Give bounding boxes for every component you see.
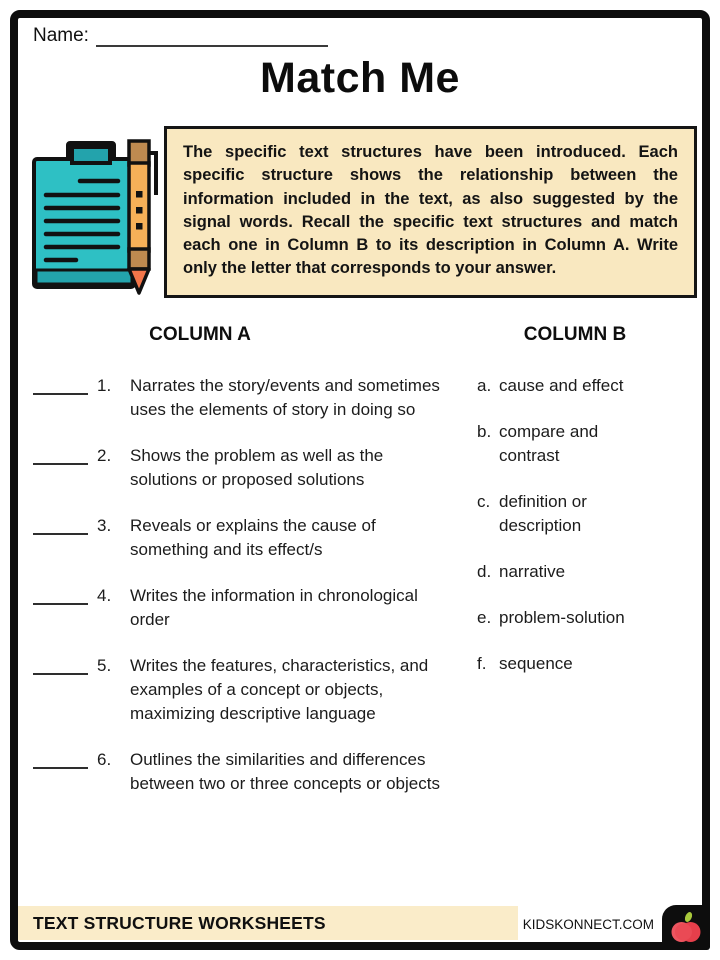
name-label: Name: bbox=[33, 25, 89, 46]
page-title: Match Me bbox=[260, 54, 460, 102]
column-a-list bbox=[33, 374, 463, 818]
option-c bbox=[477, 490, 692, 538]
option-f bbox=[477, 652, 692, 676]
item-text: Reveals or explains the cause of something and its effect/s bbox=[130, 516, 376, 559]
answer-blank-1[interactable] bbox=[33, 374, 88, 395]
option-b bbox=[477, 420, 692, 468]
option-text: narrative bbox=[499, 562, 566, 581]
name-row bbox=[33, 24, 328, 47]
option-letter: d. bbox=[477, 562, 492, 581]
option-text: compare and contrast bbox=[499, 422, 599, 465]
option-text: definition or description bbox=[499, 492, 587, 535]
option-a bbox=[477, 374, 692, 398]
item-text: Outlines the similarities and differences between two or three concepts or objects bbox=[130, 750, 440, 793]
series-title: TEXT STRUCTURE WORKSHEETS bbox=[33, 912, 326, 933]
match-item-1 bbox=[33, 374, 463, 422]
column-b-header: COLUMN B bbox=[523, 324, 627, 345]
clipboard-pencil-icon bbox=[28, 133, 168, 297]
option-letter: e. bbox=[477, 608, 492, 627]
column-b-list bbox=[477, 374, 692, 698]
match-item-3 bbox=[33, 514, 463, 562]
option-letter: f. bbox=[477, 654, 487, 673]
name-blank-line[interactable] bbox=[96, 24, 328, 47]
option-text: cause and effect bbox=[499, 376, 624, 395]
item-number: 5. bbox=[97, 656, 112, 675]
option-e bbox=[477, 606, 692, 630]
match-item-6 bbox=[33, 748, 463, 796]
answer-blank-4[interactable] bbox=[33, 584, 88, 605]
footer-series-bar bbox=[18, 906, 518, 940]
item-number: 6. bbox=[97, 750, 112, 769]
option-letter: a. bbox=[477, 376, 492, 395]
item-text: Shows the problem as well as the solutions or proposed solutions bbox=[130, 446, 384, 489]
answer-blank-2[interactable] bbox=[33, 444, 88, 465]
apple-logo-icon bbox=[662, 905, 710, 950]
match-item-5 bbox=[33, 654, 463, 726]
item-number: 1. bbox=[97, 376, 112, 395]
instructions-box bbox=[164, 126, 697, 298]
item-number: 2. bbox=[97, 446, 112, 465]
item-text: Writes the information in chronological order bbox=[130, 586, 418, 629]
site-link[interactable]: KIDSKONNECT.COM bbox=[522, 917, 654, 932]
option-letter: b. bbox=[477, 422, 492, 441]
instructions-text: The specific text structures have been introduced. Each specific structure shows the relationship between the information included in the text, as also suggested by the signal words. Recall the specific text structures and match each one in Column B to its description in Column A. Write only the letter that corresponds to your answer. bbox=[183, 143, 678, 278]
item-number: 4. bbox=[97, 586, 112, 605]
answer-blank-3[interactable] bbox=[33, 514, 88, 535]
match-item-2 bbox=[33, 444, 463, 492]
option-letter: c. bbox=[477, 492, 491, 511]
item-text: Writes the features, characteristics, and examples of a concept or objects, maximizing descriptive language bbox=[130, 656, 429, 723]
column-a-header: COLUMN A bbox=[149, 324, 251, 345]
answer-blank-6[interactable] bbox=[33, 748, 88, 769]
item-text: Narrates the story/events and sometimes uses the elements of story in doing so bbox=[130, 376, 440, 419]
option-text: sequence bbox=[499, 654, 573, 673]
item-number: 3. bbox=[97, 516, 112, 535]
option-text: problem-solution bbox=[499, 608, 625, 627]
option-d bbox=[477, 560, 692, 584]
answer-blank-5[interactable] bbox=[33, 654, 88, 675]
match-item-4 bbox=[33, 584, 463, 632]
